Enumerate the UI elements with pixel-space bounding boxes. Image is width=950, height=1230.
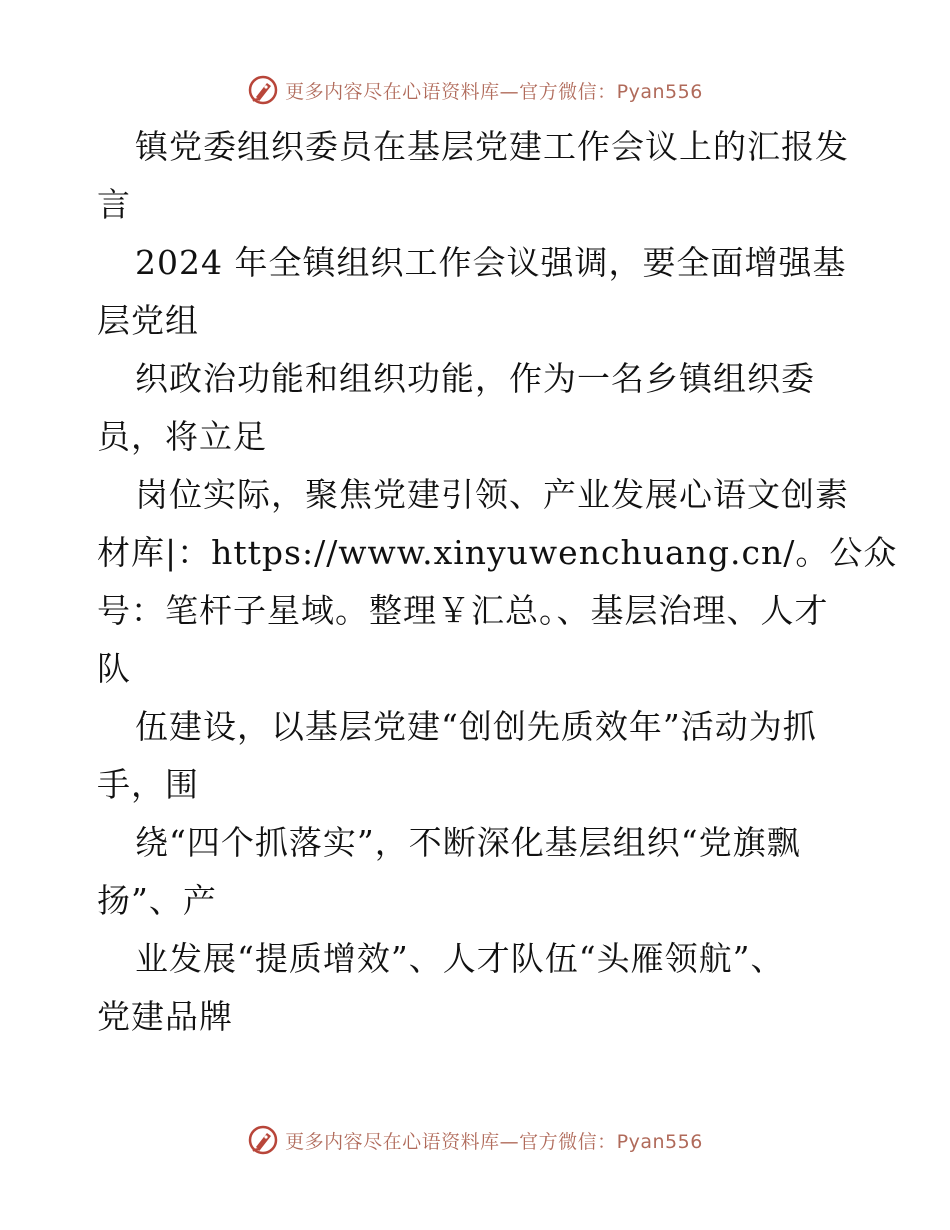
text-line: 材库|：https://www.xinyuwenchuang.cn/。公众	[97, 533, 898, 572]
text-line: 织政治功能和组织功能，作为一名乡镇组织委	[135, 359, 815, 398]
text-line: 业发展“提质增效”、人才队伍“头雁领航”、	[135, 939, 785, 978]
text-line: 手，围	[97, 765, 199, 804]
header-watermark-text: 更多内容尽在心语资料库—官方微信：Pyan556	[285, 80, 703, 103]
footer-watermark-text: 更多内容尽在心语资料库—官方微信：Pyan556	[285, 1130, 703, 1153]
text-line: 镇党委组织委员在基层党建工作会议上的汇报发	[135, 127, 849, 166]
text-line: 党建品牌	[97, 997, 233, 1036]
footer-watermark-banner	[0, 1120, 950, 1160]
text-line: 号：笔杆子星域。整理￥汇总。、基层治理、人才	[97, 591, 829, 630]
text-line: 扬”、产	[97, 881, 217, 920]
text-line: 绕“四个抓落实”，不断深化基层组织“党旗飘	[135, 823, 801, 862]
text-line: 岗位实际，聚焦党建引领、产业发展心语文创素	[135, 475, 849, 514]
pen-nib-circle-icon	[247, 1124, 279, 1156]
text-line: 队	[97, 649, 131, 688]
text-line: 伍建设，以基层党建“创创先质效年”活动为抓	[135, 707, 817, 746]
header-watermark-banner	[0, 70, 950, 110]
pen-nib-circle-icon	[247, 74, 279, 106]
text-line: 层党组	[97, 301, 199, 340]
text-line: 员，将立足	[97, 417, 267, 456]
text-line: 2024 年全镇组织工作会议强调，要全面增强基	[135, 243, 847, 282]
document-body	[97, 118, 898, 1046]
text-line: 言	[97, 185, 131, 224]
